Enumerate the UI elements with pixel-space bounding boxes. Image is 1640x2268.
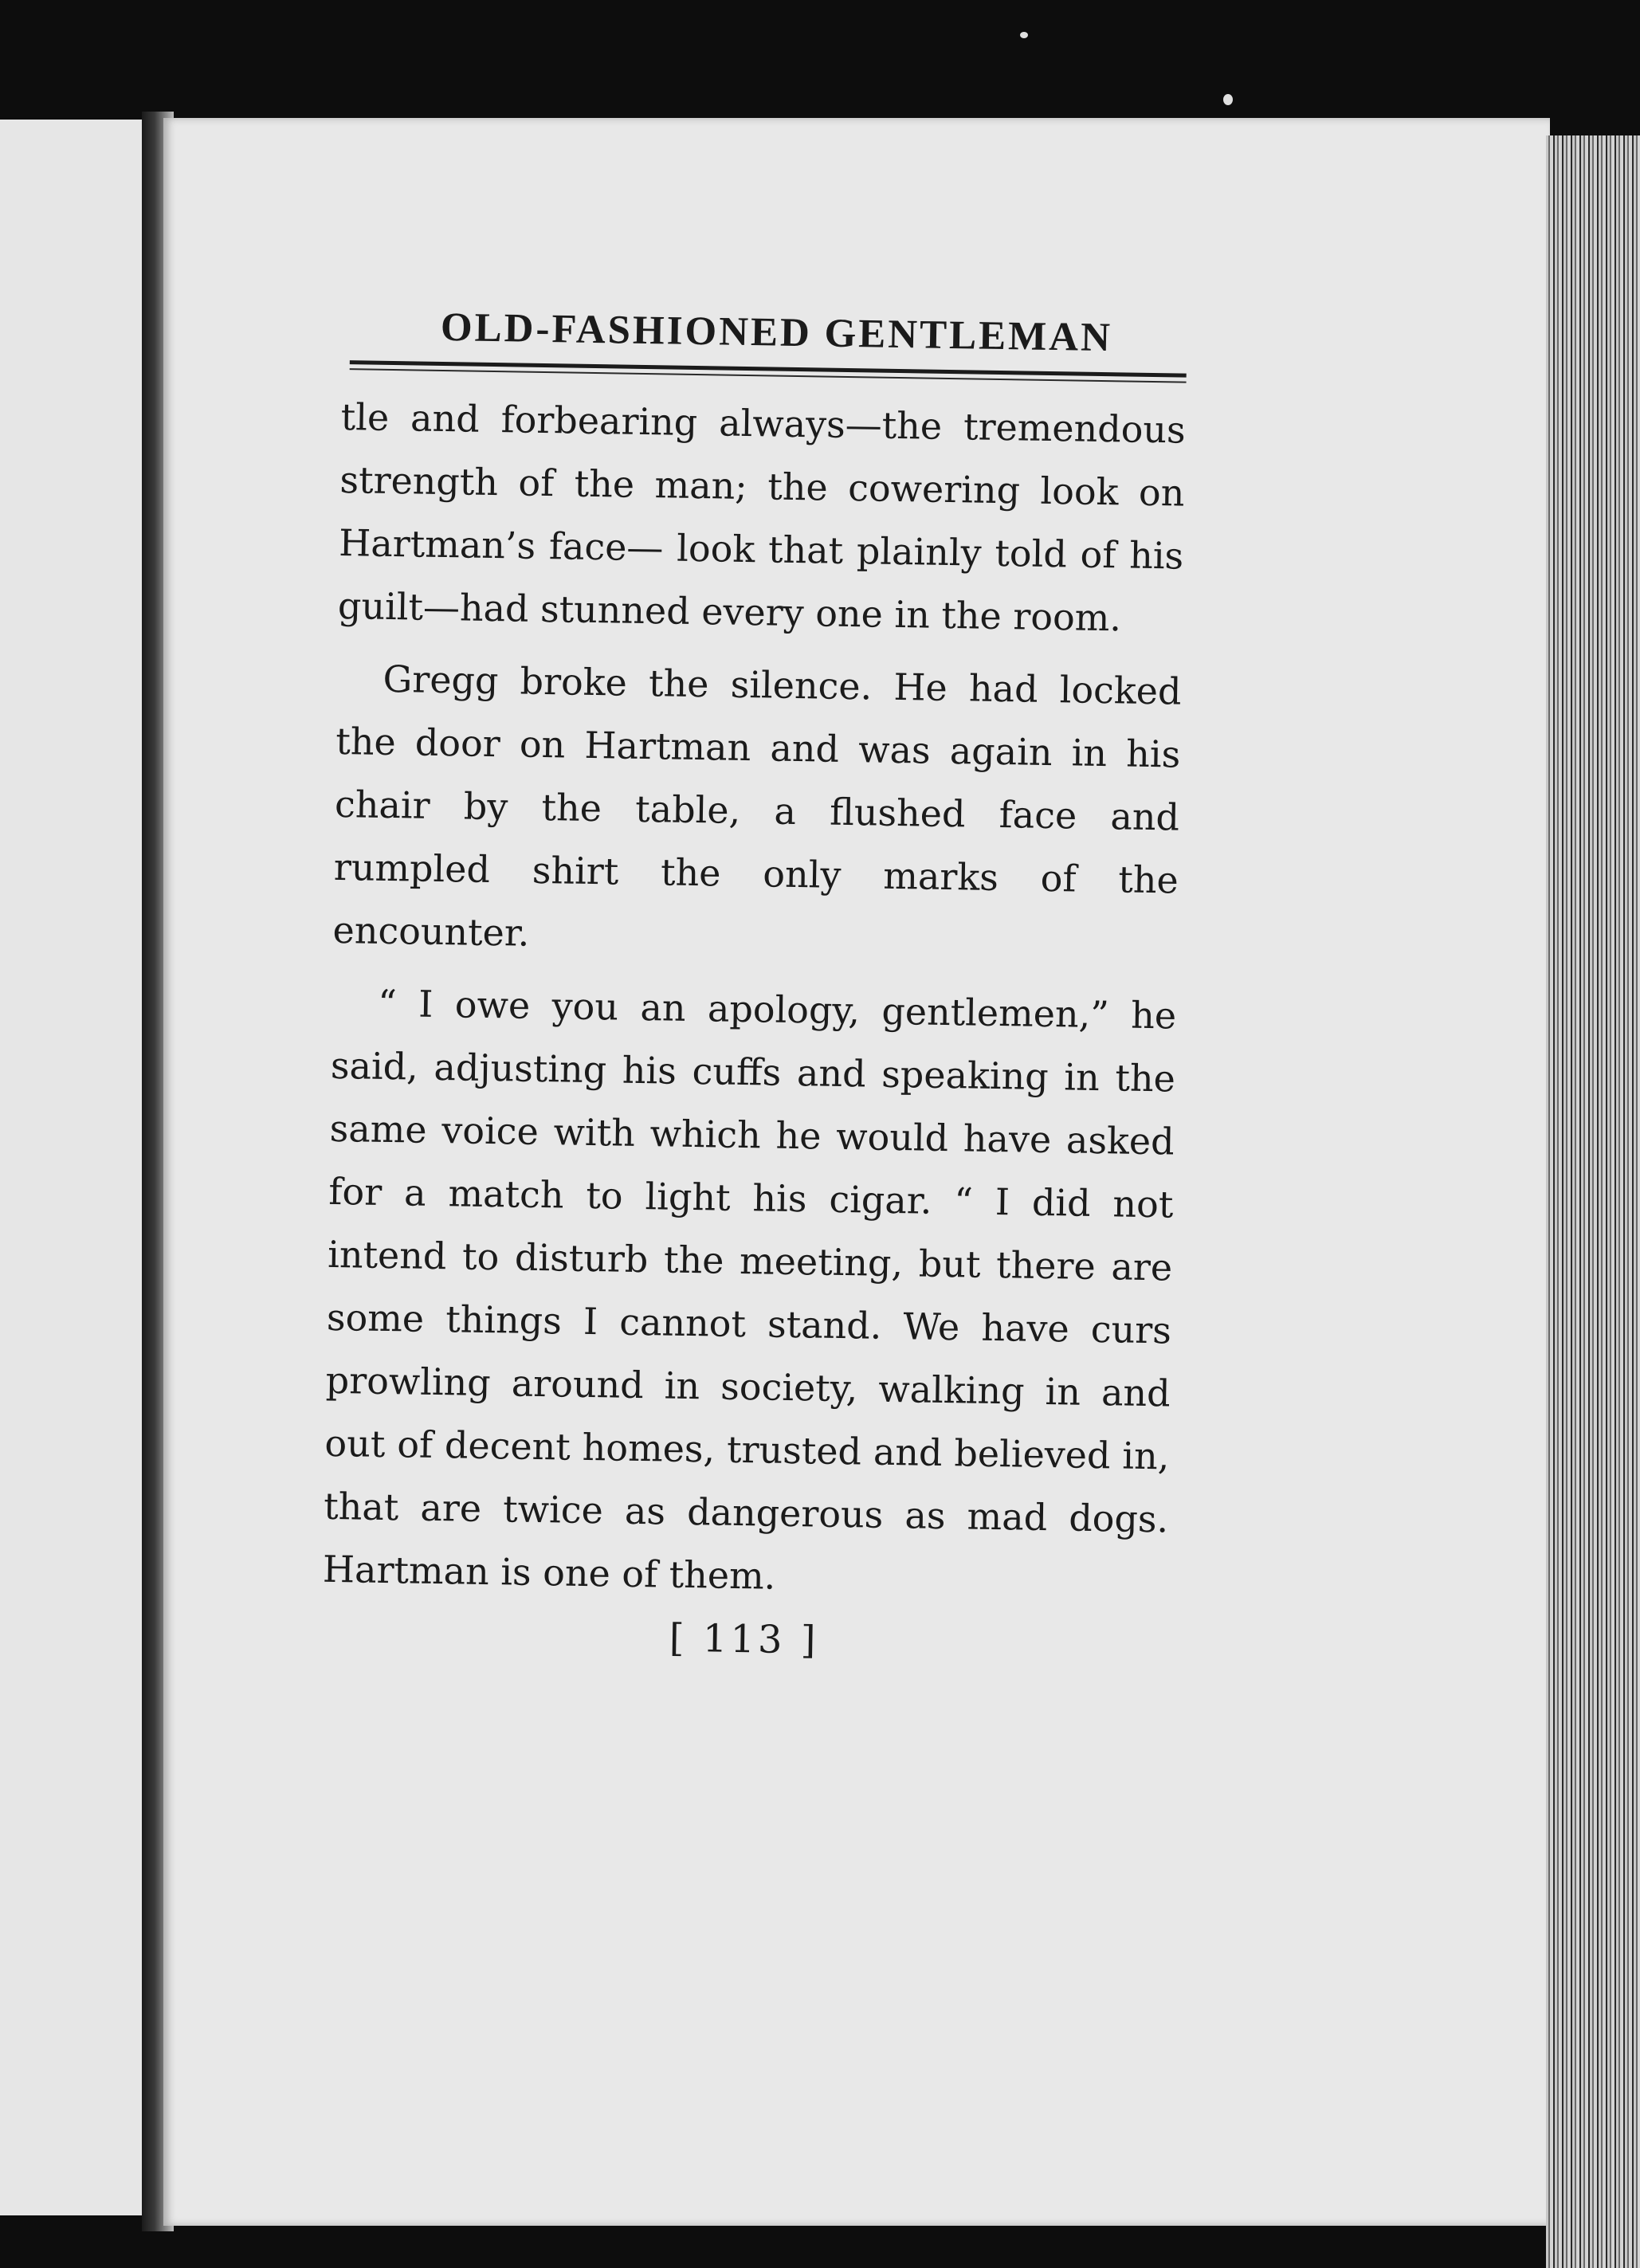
paragraph: “ I owe you an apology, gentlemen,” he said, adjusting his cuffs and speaking in the same voice with which he would have asked for a match to light his cigar. “ I did not intend to disturb the meeting, but there are some things I cannot stand. We have curs prowling around in society, walking in and out of decent homes, trusted and believed in, that are twice as dangerous as mad dogs. Hartman is one of them. (322, 981, 1177, 1598)
dust-speck (1223, 94, 1233, 105)
page-content (321, 303, 1187, 1668)
page-block-edge (1546, 135, 1640, 2268)
dust-speck (1020, 32, 1028, 38)
paragraph: tle and forbearing always—the tremendous strength of the man; the cowering look on Hartman’s face— look that plainly told of his guilt—had stunned every one in the room. (337, 394, 1187, 640)
page-number: [ 113 ] (669, 1615, 819, 1663)
paragraph: Gregg broke the silence. He had locked the door on Hartman and was again in his chair by the table, a flushed face and rumpled shirt the only marks of the encounter. (332, 657, 1182, 955)
body-text (322, 386, 1186, 1614)
facing-page-edge (0, 120, 142, 2215)
running-head: OLD-FASHIONED GENTLEMAN (440, 304, 1113, 361)
